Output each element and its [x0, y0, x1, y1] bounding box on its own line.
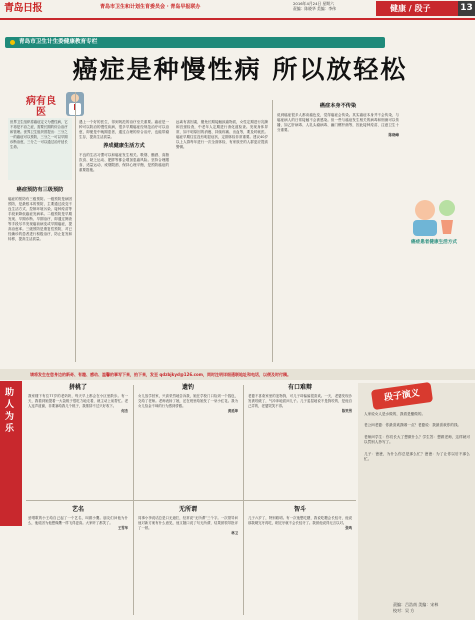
page-header — [0, 0, 475, 17]
article-column-4 — [277, 100, 399, 138]
joke-item: 人家说女人是水做的，我看是醋做的。 — [364, 412, 426, 416]
main-headline: 癌症是种慢性病 所以放轻松 — [72, 55, 408, 84]
story-card — [138, 505, 238, 536]
illustration-caption: 癌症患者健康生活方式 — [411, 240, 457, 246]
column-divider — [243, 385, 244, 615]
section-side-label — [0, 381, 22, 526]
health-illustration — [405, 190, 463, 246]
col2-body: 遇上一个好的医生，得到规范的治疗至关重要。癌症是一种可以防治的慢性疾病，很多早期癌症经规范治疗可以治愈，即便是中晚期患者，通过合理的综合治疗，也能带瘤生存，提高生活质量。 — [79, 120, 169, 140]
story-title: 智斗 — [293, 506, 306, 513]
story-card — [28, 383, 128, 414]
story-author: 林卫 — [231, 531, 238, 536]
section-title: 健康 / 段子 — [376, 1, 458, 16]
jokes-title: 段子演义 — [371, 382, 433, 410]
story-title: 有口难辩 — [287, 384, 312, 391]
header-editor: 责编：陈晓华 美编：李伟 — [293, 5, 336, 11]
header-date: 2016年4月24日 星期六 — [293, 1, 334, 6]
row-divider — [26, 500, 356, 501]
story-title: 拼桃了 — [68, 384, 87, 391]
article-column-2 — [79, 120, 169, 173]
submission-notice: 请将发生在您身边的新奇、有趣、感动、温馨的事写下来，拍下来，发至 qdzbjkyd@126.com，同时注明详细通联地址和电话，以便及时付稿。 — [0, 369, 475, 380]
article-column-3 — [176, 120, 268, 150]
side-label-text: 助人为乐 — [5, 388, 15, 434]
footer-credits — [393, 602, 455, 613]
col2-heading: 养成健康生活方式 — [103, 143, 145, 150]
col4-heading: 癌症本身不传染 — [319, 103, 357, 109]
story-card — [138, 383, 238, 414]
story-author: 王雪华 — [117, 526, 128, 531]
column-divider — [75, 92, 76, 362]
jokes-list — [364, 412, 470, 468]
story-card — [28, 505, 128, 531]
story-title: 无所谓 — [178, 506, 197, 513]
joke-item: 老师问学生：你们长大了想做什么？学生答：想做老师，这样就可以罚别人抄写了。 — [364, 434, 470, 445]
story-author: 陈笑男 — [341, 409, 352, 414]
lede-box: 世界卫生组织将癌症定义为慢性病，它不再是不治之症，需要长期的综合治疗和管理。世界卫生组织曾提出：三分之一的癌症可以预防，三分之一可以早期诊断治愈，三分之一可以通过治疗延长生命。 — [8, 118, 72, 180]
col2-body2: 不良的生活习惯可以和癌症发生相关。吸烟、酗酒、高脂饮食、缺乏运动、肥胖等都会增加患癌风险。坚持合理膳食、适量运动、戒烟限酒、保持心理平衡，是预防癌症的重要措施。 — [79, 152, 169, 172]
footer-proof: 校对：吴 方 — [393, 607, 415, 613]
column-banner — [5, 37, 385, 48]
newspaper-logo: 青岛日报 — [4, 3, 42, 14]
story-title: 艺名 — [71, 506, 84, 513]
header-slogan: 青岛市卫生和计划生育委员会 · 青岛早报联办 — [100, 4, 201, 10]
story-author: 何杰 — [121, 409, 128, 414]
page-number: 13 — [458, 1, 475, 16]
story-author: 张鸣 — [345, 526, 352, 531]
banner-dot-icon — [10, 40, 15, 45]
story-body: 儿子六岁了，特别聪明。有一次他想吃糖，我说吃糖会长蛀牙，他说那我刷完牙再吃，刷完牙就不会长蛀牙了。我被他说得无言以对。 — [248, 516, 352, 526]
story-card — [248, 383, 352, 414]
story-title: 遗钓 — [181, 384, 194, 391]
joke-item: 老公问老婆：你最喜欢我哪一点？老婆说：我最喜欢你的钱。 — [364, 423, 462, 428]
column-divider — [133, 385, 134, 615]
article-column-1 — [8, 184, 72, 242]
header-rule — [0, 18, 475, 20]
story-body: 我家楼下有位77岁的老奶奶，每天早上都会在小区里散步。有一天，我看到她提着一大袋桃子很吃力地走着，就主动上前帮忙。老人连声道谢，非要塞给我几个桃子，我推辞不过只好收下。 — [28, 394, 128, 409]
col3-body: 远离有害因素，避免长期接触致癌物质，女性定期进行乳腺和宫颈检查，中老年人定期进行消化道检查。发现身体异常，如不明原因的消瘦、持续疼痛、出血等，要及时就医。癌症早期往往没有明显症状，定期体检非常重要。建议40岁以上人群每年进行一次全面体检，有家族史的人群更应提高警惕。 — [176, 120, 268, 150]
joke-item: 儿子：爸爸，为什么你总是那么忙？爸爸：为了让你以后不那么忙。 — [364, 451, 470, 461]
lede-title: 病有良医 — [26, 96, 56, 118]
col1-body: 癌症的预防有三级预防。一级预防是病因预防，是最根本的预防，主要通过改变不良生活方式、控制环境污染、接种疫苗等手段来降低癌症发病率。二级预防是早期发现、早期诊断、早期治疗，即通过筛查等手段尽早发现癌前病变或早期癌症，提高治愈率。三级预防是康复性预防，对已经确诊的患者进行积极治疗，防止复发和转移，提高生活质量。 — [8, 196, 72, 242]
col4-body: 说到癌症很多人都谈癌色变，觉得癌症会传染。其实癌症本身并不会传染，与癌症病人的日常接触不会被感染。但一些与癌症发生相关的病毒和细菌可以传播，如乙肝病毒、人乳头瘤病毒、幽门螺杆菌等，因此接种疫苗、注意卫生十分重要。 — [277, 112, 399, 132]
banner-text: 青岛市卫生计生委健康教育专栏 — [19, 39, 98, 45]
story-body: 女儿放学回家，兴高采烈地告诉我，她在学校门口捡到一个钱包，交给了老师。老师表扬了她，还在班里给她发了一朵小红花。我为女儿拾金不昧的行为感到骄傲。 — [138, 394, 238, 409]
column-divider — [272, 100, 273, 362]
story-body: 爱唱歌的小王给自己起了一个艺名，叫做小鹰。朋友们问他为什么，他说因为他想像鹰一样飞得更高。大家听了都笑了。 — [28, 516, 128, 526]
col4-credit: 陈晓峰 — [388, 132, 399, 137]
story-author: 黄延坤 — [227, 409, 238, 414]
story-body: 老婆不喜欢家里的宠物狗，可儿子却偏偏很喜欢。一天，老婆发现沙发被咬破了，气冲冲地质问儿子。儿子委屈地说不是狗咬的，是他自己弄的，老婆哭笑不得。 — [248, 394, 352, 409]
footer-editor: 责编：吕浩南 美编：宋林 — [393, 602, 439, 607]
story-body: 同事小李说话总是口无遮拦，经常说“无所谓”三个字。一次领导问他对新方案有什么意见，他又随口说了句无所谓，结果被领导批评了一顿。 — [138, 516, 238, 531]
header-date-block — [293, 2, 378, 12]
col1-heading: 癌症预防有三级预防 — [16, 187, 64, 193]
story-card — [248, 505, 352, 531]
